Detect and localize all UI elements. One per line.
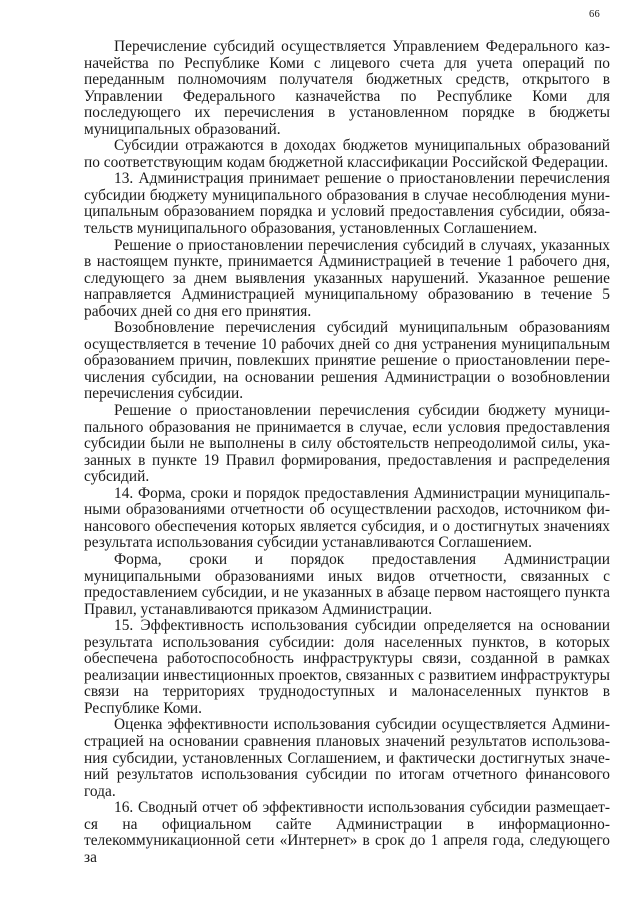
paragraph-item-14: 14. Форма, сроки и порядок предоставления Администрации муниципальными образованиями отчетности об осуществлении расходов, источником финансового обеспечения которых является субсидия, и о достигнутых значениях результата использования субсидии устанавливаются Соглашением. [84, 484, 610, 552]
paragraph-item-16: 16. Сводный отчет об эффективности использования субсидии размещается на официальном сайте Администрации в информационно-телекоммуникационной сети «Интернет» в срок до 1 апреля года, следующего за [84, 799, 610, 866]
paragraph-suspension-decision: Решение о приостановлении перечисления субсидий в случаях, указанных в настоящем пункте, принимается Администрацией в течение 1 рабочего дня, следующего за днем выявления указанных нарушений. Указанное решение направляется Администрацией муниципальному образованию в течение 5 рабочих дней со дня его принятия. [84, 236, 610, 320]
paragraph-force-majeure: Решение о приостановлении перечисления субсидии бюджету муниципального образования не принимается в случае, если условия предоставления субсидии были не выполнены в силу обстоятельств непреодолимой силы, указанных в пункте 19 Правил формирования, предоставления и распределения субсидий. [84, 402, 610, 486]
paragraph-other-reporting: Форма, сроки и порядок предоставления Администрации муниципальными образованиями иных видов отчетности, связанных с предоставлением субсидии, и не указанных в абзаце первом настоящего пункта Правил, устанавливаются приказом Администрации. [84, 550, 610, 618]
paragraph-item-15: 15. Эффективность использования субсидии определяется на основании результата использования субсидии: доля населенных пунктов, в которых обеспечена работоспособность инфраструктуры связи, созданной в рамках реализации инвестиционных проектов, связанных с развитием инфраструктуры связи на территориях труднодоступных и малонаселенных пунктов в Республике Коми. [84, 617, 610, 717]
paragraph-resumption: Возобновление перечисления субсидий муниципальным образованиям осуществляется в течение 10 рабочих дней со дня устранения муниципальным образованием причин, повлекших принятие решение о приостановлении перечисления субсидии, на основании решения Администрации о возобновлении перечисления субсидии. [84, 319, 610, 403]
document-body [84, 39, 610, 866]
paragraph-subsidy-accounting: Субсидии отражаются в доходах бюджетов муниципальных образований по соответствующим кодам бюджетной классификации Российской Федерации. [84, 137, 610, 171]
paragraph-subsidy-transfer: Перечисление субсидий осуществляется Управлением Федерального казначейства по Республике Коми с лицевого счета для учета операций по переданным полномочиям получателя бюджетных средств, открытого в Управлении Федерального казначейства по Республике Коми для последующего их перечисления в установленном порядке в бюджеты муниципальных образований. [84, 38, 610, 138]
paragraph-item-13: 13. Администрация принимает решение о приостановлении перечисления субсидии бюджету муниципального образования в случае несоблюдения муниципальным образованием порядка и условий предоставления субсидии, обязательств муниципального образования, установленных Соглашением. [84, 170, 610, 238]
paragraph-efficiency-evaluation: Оценка эффективности использования субсидии осуществляется Администрацией на основании сравнения плановых значений результатов использования субсидии, установленных Соглашением, и фактически достигнутых значений результатов использования субсидии по итогам отчетного финансового года. [84, 716, 610, 800]
page-number: 66 [589, 9, 600, 20]
